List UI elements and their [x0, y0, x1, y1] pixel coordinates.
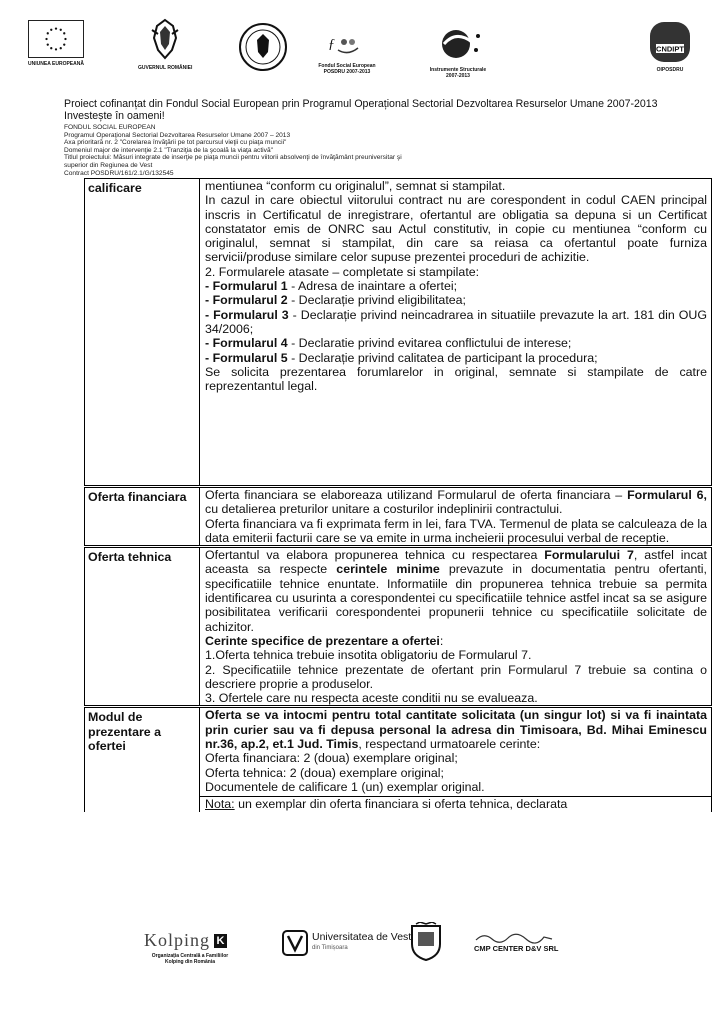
oiposdru-icon — [648, 20, 692, 64]
form-name: - Formularul 2 — [205, 293, 288, 308]
form-name: - Formularul 1 — [205, 279, 288, 294]
uvt-text — [312, 932, 411, 954]
form-name: - Formularul 3 — [205, 307, 289, 322]
meta-line: Titlul proiectului: Măsuri integrate de inserţie pe piaţa muncii pentru viitorii absolvenţi de învăţământ preuniversitar şi — [64, 154, 402, 162]
uvt-logo — [282, 930, 411, 956]
cmp-signature-icon — [474, 930, 554, 944]
meta-line: Programul Operaţional Sectorial Dezvoltarea Resurselor Umane 2007 – 2013 — [64, 131, 291, 139]
timis-crest-logo — [408, 922, 444, 962]
text-run: , astfel incat aceasta sa respecte — [205, 548, 707, 577]
row-content — [200, 487, 712, 547]
project-meta — [64, 124, 664, 177]
text-run: : — [439, 633, 444, 648]
project-motto: Investește în oameni! — [64, 110, 165, 122]
meta-line: Domeniul major de intervenţie 2.1 "Tranziţia de la şcoală la viaţa activă" — [64, 146, 273, 154]
logo-caption: Instrumente Structurale 2007-2013 — [429, 67, 487, 79]
uvt-icon — [282, 930, 308, 956]
note-text: un exemplar din oferta financiara si oferta tehnica, declarata — [234, 797, 568, 812]
text-run: , respectand urmatoarele cerinte: — [358, 737, 541, 752]
logo-caption: UNIUNEA EUROPEANĂ — [28, 61, 84, 67]
form-desc: - Declarație privind eligibilitatea; — [287, 293, 466, 308]
row-label: Oferta tehnica — [85, 547, 200, 707]
text-run: prevazute in documentatia pentru ofertanti, specificatiile tehnice enuntate. Informatiile din propunerea tehnica trebuie sa permita identificarea cu usurinta a corespondentei cu specificatiile tehnice astfel incat sa se asigure posibilitatea verificarii corespondentei propunerii tehnice cu specificatiile solicitate de achizitor. — [205, 562, 707, 634]
svg-text:ƒ: ƒ — [328, 37, 335, 52]
paragraph: In cazul in care obiectul viitorului contract nu are corespondent in codul CAEN principal inscris in Certificatul de inregistrare, ofertantul are obligatia sa depuna si un Certificat constatator emis de ONRC sau Actul constitutiv, in copie cu mentiunea “conform cu originalul, semnat si stampilat, din care sa reiasa ca ofertantul poate furniza servicii/produse similare celor supuse prezentei proceduri de achizitie. — [205, 193, 707, 265]
form-desc: - Declarație privind neincadrarea in situatiile prevazute la art. 181 din OUG 34/2006; — [205, 307, 707, 336]
paragraph: 1.Oferta tehnica trebuie insotita obligatoriu de Formularul 7. — [205, 648, 532, 663]
paragraph: 2. Formularele atasate – completate si stampilate: — [205, 264, 480, 279]
svg-text:CNDIPT: CNDIPT — [656, 44, 684, 54]
project-line: Proiect cofinanțat din Fondul Social European prin Programul Operațional Sectorial Dezvoltarea Resurselor Umane 2007-2013 — [64, 98, 658, 110]
logo-caption: GUVERNUL ROMÂNIEI — [138, 65, 193, 71]
form-name: Formularului 7 — [544, 548, 634, 563]
table-row — [85, 707, 712, 812]
form-name: - Formularul 5 — [205, 350, 288, 365]
paragraph — [205, 488, 707, 517]
text-run: Oferta financiara se elaboreaza utilizand Formularul de oferta financiara – — [205, 488, 628, 502]
government-seal-logo — [238, 22, 288, 72]
structural-instruments-logo — [426, 26, 490, 79]
project-statement — [64, 98, 704, 122]
paragraph: Oferta financiara: 2 (doua) exemplare original; — [205, 751, 458, 766]
paragraph: Documentele de calificare 1 (un) exemplar original. — [205, 779, 485, 794]
uvt-title: Universitatea de Vest — [312, 931, 412, 943]
row-content — [200, 707, 712, 812]
romanian-government-logo — [138, 16, 192, 71]
note-line — [200, 796, 711, 811]
requirements-table — [84, 178, 712, 812]
structural-instruments-icon — [426, 26, 490, 64]
paragraph — [205, 351, 707, 365]
eu-flag-logo — [28, 20, 84, 67]
seal-icon — [238, 22, 288, 72]
eu-flag-icon — [28, 20, 84, 58]
form-name: Formularul 6, — [627, 488, 707, 502]
table-row — [85, 547, 712, 707]
meta-line: Axa prioritară nr. 2 "Corelarea învăţării pe tot parcursul vieţii cu piaţa muncii" — [64, 139, 287, 147]
form-desc: - Adresa de inaintare a ofertei; — [287, 279, 458, 294]
cmp-title: CMP CENTER D&V SRL — [474, 944, 559, 953]
form-desc: - Declaratie privind evitarea conflictului de interese; — [287, 336, 572, 351]
paragraph — [205, 548, 707, 634]
table-row — [85, 487, 712, 547]
fse-logo — [318, 30, 376, 75]
row-content — [200, 179, 712, 487]
kolping-logo — [144, 930, 229, 965]
paragraph: Oferta financiara va fi exprimata ferm in lei, fara TVA. Termenul de plata se calculeaza de la data emiterii facturii care se va emite in urma incheierii procesului verbal de receptie. — [205, 516, 707, 545]
cmp-center-logo — [474, 930, 558, 953]
crest-icon — [408, 922, 444, 962]
paragraph — [205, 293, 707, 307]
paragraph — [205, 634, 707, 648]
subheading: Cerinte specifice de prezentare a ofertei — [205, 633, 440, 648]
kolping-subtitle: Organizația Centrală a Familiilor Kolping din România — [151, 953, 229, 965]
text-run: cu detalierea preturilor unitare a costurilor indeplinirii contractului. — [205, 502, 563, 517]
note-label: Nota: — [205, 797, 235, 812]
emphasis: cerintele minime — [336, 562, 440, 577]
paragraph: mentiunea “conform cu originalul”, semnat si stampilat. — [205, 179, 506, 193]
logo-caption: Fondul Social European POSDRU 2007-2013 — [318, 63, 376, 75]
paragraph — [205, 708, 707, 751]
meta-line: superior din Regiunea de Vest — [64, 161, 153, 169]
fse-icon — [318, 30, 376, 60]
paragraph: 3. Ofertele care nu respecta aceste conditii nu se evalueaza. — [205, 691, 538, 706]
kolping-k-icon: K — [214, 934, 227, 948]
crest-icon — [142, 16, 188, 62]
table-row — [85, 179, 712, 487]
meta-line: Contract POSDRU/161/2.1/G/132545 — [64, 169, 174, 177]
paragraph — [205, 308, 707, 337]
text-run: Ofertantul va elabora propunerea tehnica cu respectarea — [205, 548, 545, 563]
kolping-wordmark: Kolping — [144, 930, 211, 950]
logo-caption: OIPOSDRU — [656, 67, 684, 73]
form-desc: - Declarație privind calitatea de participant la procedura; — [287, 350, 598, 365]
oiposdru-logo — [648, 20, 692, 73]
paragraph: 2. Specificatiile tehnice prezentate de ofertant prin Formularul 7 trebuie sa contina o descriere proprie a produselor. — [205, 662, 707, 691]
meta-line: FONDUL SOCIAL EUROPEAN — [64, 124, 156, 131]
row-label: calificare — [85, 179, 200, 487]
form-name: - Formularul 4 — [205, 336, 288, 351]
paragraph — [205, 336, 707, 350]
uvt-subtitle: din Timișoara — [312, 945, 348, 951]
row-label: Modul de prezentare a ofertei — [85, 707, 200, 812]
paragraph: Se solicita prezentarea forumlarelor in original, semnate si stampilate de catre reprezentantul legal. — [205, 364, 707, 394]
paragraph: Oferta tehnica: 2 (doua) exemplare original; — [205, 765, 444, 780]
row-content — [200, 547, 712, 707]
row-label: Oferta financiara — [85, 487, 200, 547]
emphasis: Oferta se va intocmi pentru total cantitate solicitata (un singur lot) si va fi inaintata prin curier sau va fi depusa personal la adresa din Timisoara, Bd. Mihai Eminescu nr.36, ap.2, et.1 Jud. Timis — [205, 708, 707, 752]
paragraph — [205, 279, 707, 293]
